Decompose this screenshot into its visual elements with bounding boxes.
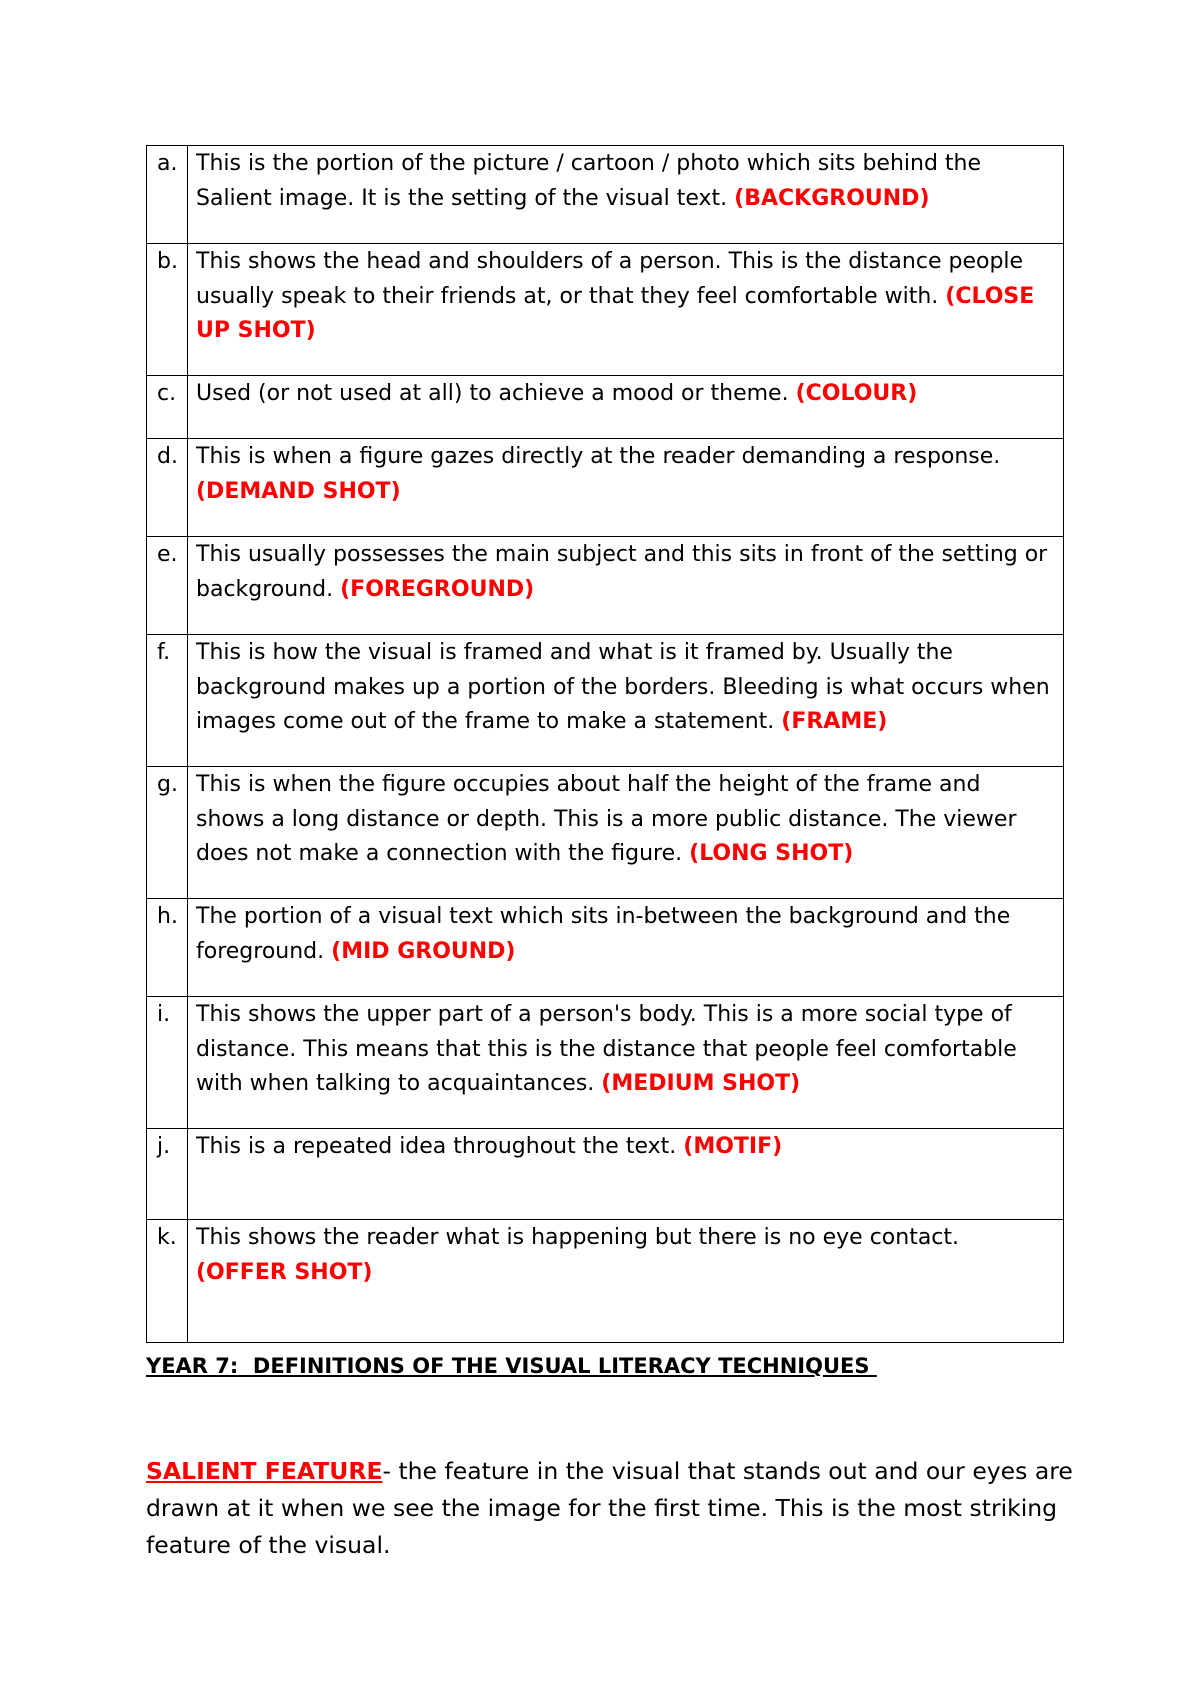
salient-feature-term: SALIENT FEATURE <box>146 1457 383 1485</box>
row-letter: e. <box>147 537 188 635</box>
definition-text: This is the portion of the picture / cartoon / photo which sits behind the Salient image. It is the setting of the visual text. <box>196 151 982 211</box>
salient-feature-paragraph <box>146 1453 1076 1564</box>
row-letter: j. <box>147 1129 188 1220</box>
definition-text: This is when a figure gazes directly at the reader demanding a response. <box>196 444 1001 469</box>
technique-term: (LONG SHOT) <box>689 841 854 866</box>
row-letter: a. <box>147 146 188 244</box>
definition-text: This is how the visual is framed and what is it framed by. Usually the background makes up a portion of the borders. Bleeding is what occurs when images come out of the frame to make a statement. <box>196 640 1050 734</box>
definition-text: The portion of a visual text which sits in-between the background and the foreground. <box>196 904 1011 964</box>
row-definition <box>188 537 1064 635</box>
row-definition <box>188 997 1064 1129</box>
definition-text: This usually possesses the main subject and this sits in front of the setting or background. <box>196 542 1048 602</box>
table-row <box>147 537 1064 635</box>
table-row <box>147 1220 1064 1343</box>
row-letter: d. <box>147 439 188 537</box>
table-row <box>147 439 1064 537</box>
definition-text: This shows the upper part of a person's body. This is a more social type of distance. This means that this is the distance that people feel comfortable with when talking to acquaintances. <box>196 1002 1017 1096</box>
row-letter: c. <box>147 376 188 439</box>
table-row <box>147 997 1064 1129</box>
technique-term: (DEMAND SHOT) <box>196 478 401 504</box>
definition-text: Used (or not used at all) to achieve a mood or theme. <box>196 381 789 406</box>
definition-text: This shows the reader what is happening but there is no eye contact. <box>196 1225 960 1250</box>
row-definition <box>188 376 1064 439</box>
definition-text: This is a repeated idea throughout the text. <box>196 1134 677 1159</box>
row-definition <box>188 1220 1064 1343</box>
row-letter: b. <box>147 244 188 376</box>
definition-text: This is when the figure occupies about half the height of the frame and shows a long distance or depth. This is a more public distance. The viewer does not make a connection with the figure. <box>196 772 1017 866</box>
row-definition <box>188 146 1064 244</box>
row-definition <box>188 635 1064 767</box>
technique-term: (FRAME) <box>781 709 888 734</box>
technique-term: (OFFER SHOT) <box>196 1259 373 1285</box>
salient-feature-definition: - the feature in the visual that stands out and our eyes are drawn at it when we see the image for the first time. This is the most striking feature of the visual. <box>146 1457 1073 1559</box>
technique-term: (MOTIF) <box>683 1134 783 1159</box>
technique-term: (MID GROUND) <box>331 938 516 964</box>
page-heading: YEAR 7: DEFINITIONS OF THE VISUAL LITERACY TECHNIQUES <box>146 1354 877 1378</box>
row-definition <box>188 1129 1064 1220</box>
table-row <box>147 635 1064 767</box>
table-row <box>147 899 1064 997</box>
technique-term: (COLOUR) <box>795 381 918 406</box>
row-letter: i. <box>147 997 188 1129</box>
row-definition <box>188 244 1064 376</box>
row-letter: k. <box>147 1220 188 1343</box>
technique-term: (FOREGROUND) <box>340 576 535 602</box>
table-row <box>147 767 1064 899</box>
table-row <box>147 146 1064 244</box>
definition-text: This shows the head and shoulders of a person. This is the distance people usually speak to their friends at, or that they feel comfortable with. <box>196 249 1024 309</box>
row-definition <box>188 899 1064 997</box>
technique-term: (MEDIUM SHOT) <box>601 1071 801 1096</box>
row-letter: f. <box>147 635 188 767</box>
table-row <box>147 1129 1064 1220</box>
table-row <box>147 376 1064 439</box>
row-definition <box>188 767 1064 899</box>
technique-term: (CLOSE UP SHOT) <box>196 283 1035 343</box>
definitions-table <box>146 145 1064 1343</box>
row-definition <box>188 439 1064 537</box>
table-row <box>147 244 1064 376</box>
row-letter: g. <box>147 767 188 899</box>
technique-term: (BACKGROUND) <box>734 185 930 211</box>
row-letter: h. <box>147 899 188 997</box>
